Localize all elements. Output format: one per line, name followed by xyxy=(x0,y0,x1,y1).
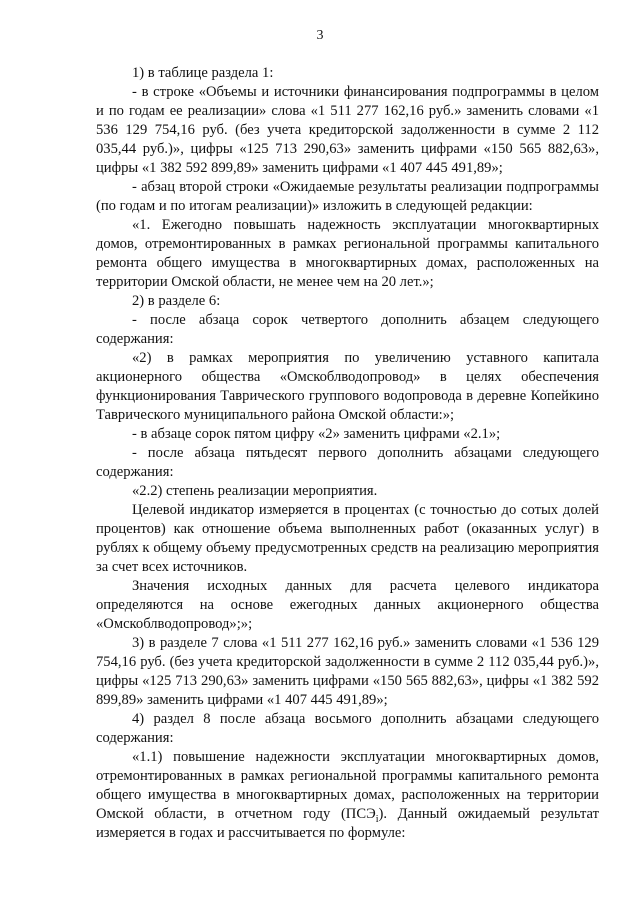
paragraph: 2) в разделе 6: xyxy=(132,293,221,309)
paragraph-formula-intro xyxy=(96,748,599,843)
page-number: 3 xyxy=(316,28,324,43)
paragraph: Целевой индикатор измеряется в процентах (с точностью до сотых долей процентов) как отношение объема выполненных работ (оказанных услуг) в рублях к общему объему предусмотренных средств на реализацию мероприятия за счет всех источников. xyxy=(96,502,599,575)
paragraph: - после абзаца сорок четвертого дополнить абзацем следующего содержания: xyxy=(96,312,599,347)
text-after-subscript: ). Данный ожидаемый результат измеряется в годах и рассчитывается по формуле: xyxy=(96,806,599,841)
text-before-subscript: «1.1) повышение надежности эксплуатации многоквартирных домов, отремонтированных в рамках региональной программы капитального ремонта общего имущества в многоквартирных домах, расположенных на территории Омской области, в отчетном году (ПСЭ xyxy=(96,749,599,822)
paragraph: 3) в разделе 7 слова «1 511 277 162,16 руб.» заменить словами «1 536 129 754,16 руб. (без учета кредиторской задолженности в сумме 2 112 035,44 руб.)», цифры «125 713 290,63» заменить цифрами «150 565 882,63», цифры «1 382 592 899,89» заменить цифрами «1 407 445 491,89»; xyxy=(96,635,599,708)
paragraph: «1. Ежегодно повышать надежность эксплуатации многоквартирных домов, отремонтированных в рамках региональной программы капитального ремонта общего имущества в многоквартирных домах, расположенных на территории Омской области, не менее чем на 20 лет.»; xyxy=(96,217,599,290)
paragraph: 1) в таблице раздела 1: xyxy=(132,65,274,81)
paragraph: - в строке «Объемы и источники финансирования подпрограммы в целом и по годам ее реализации» слова «1 511 277 162,16 руб.» заменить словами «1 536 129 754,16 руб. (без учета кредиторской задолженности в сумме 2 112 035,44 руб.)», цифры «125 713 290,63» заменить цифрами «150 565 882,63», цифры «1 382 592 899,89» заменить цифрами «1 407 445 491,89»; xyxy=(96,84,599,176)
paragraph: «2) в рамках мероприятия по увеличению уставного капитала акционерного общества «Омскоблводопровод» в целях обеспечения функционирования Таврического группового водопровода в деревне Копейкино Таврического муниципального района Омской области:»; xyxy=(96,350,599,423)
document-body xyxy=(96,64,599,843)
subscript-index: i xyxy=(375,813,379,825)
paragraph: «2.2) степень реализации мероприятия. xyxy=(132,483,378,499)
paragraph: 4) раздел 8 после абзаца восьмого дополнить абзацами следующего содержания: xyxy=(96,711,599,746)
paragraph: - после абзаца пятьдесят первого дополнить абзацами следующего содержания: xyxy=(96,445,599,480)
paragraph: - в абзаце сорок пятом цифру «2» заменить цифрами «2.1»; xyxy=(132,426,501,442)
paragraph: Значения исходных данных для расчета целевого индикатора определяются на основе ежегодных данных акционерного общества «Омскоблводопровод»;»; xyxy=(96,578,599,632)
paragraph: - абзац второй строки «Ожидаемые результаты реализации подпрограммы (по годам и по итогам реализации)» изложить в следующей редакции: xyxy=(96,179,599,214)
